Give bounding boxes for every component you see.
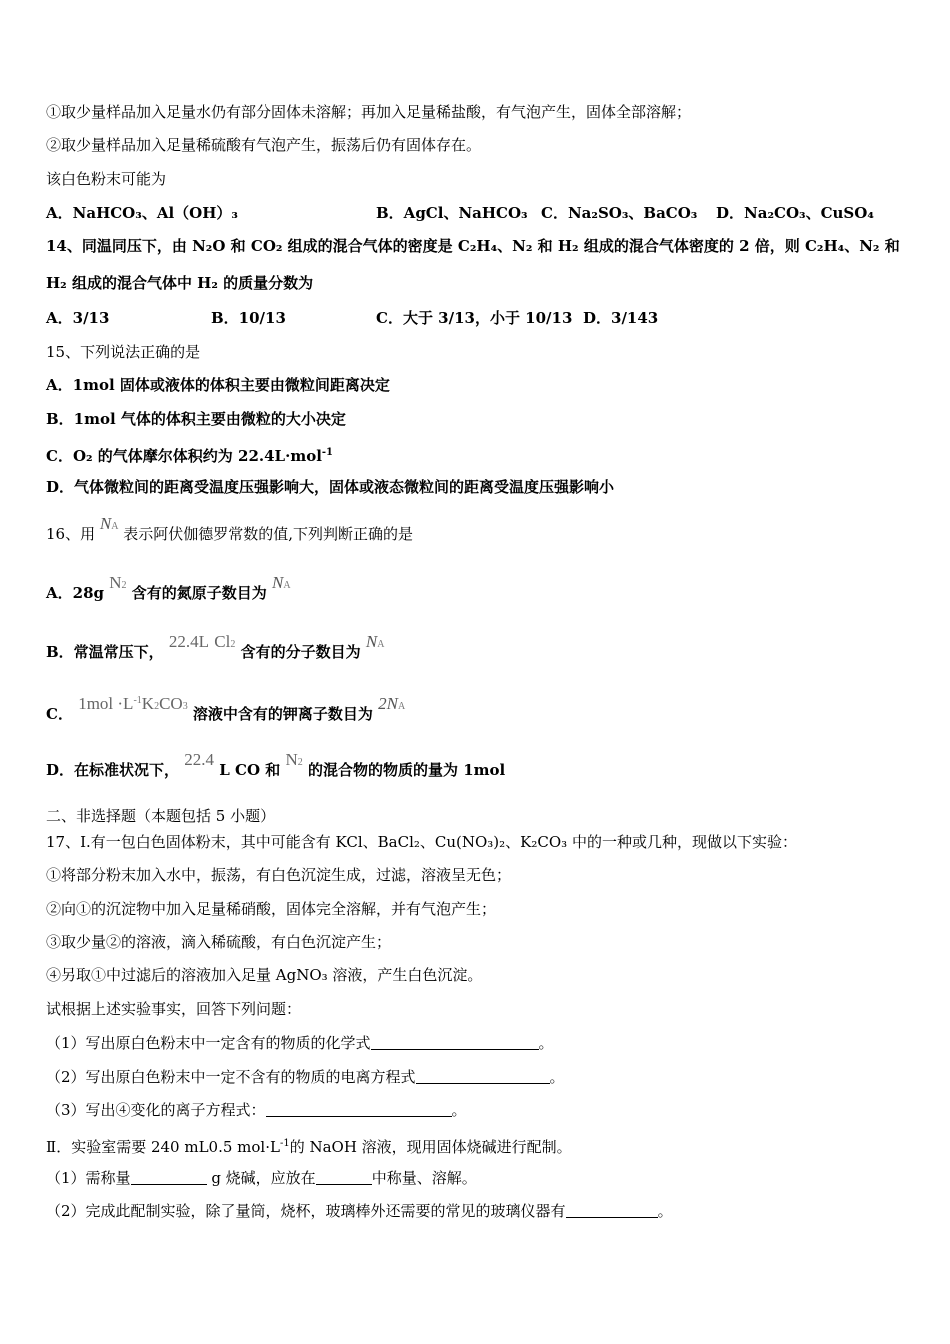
q17-step-1: ①将部分粉末加入水中，振荡，有白色沉淀生成，过滤，溶液呈无色； — [46, 866, 512, 884]
q13-option-a: A．NaHCO₃、Al（OH）₃ — [46, 204, 238, 222]
avogadro-symbol: NA — [365, 632, 385, 651]
n2-formula: N2 — [285, 750, 303, 769]
n2-formula: N2 — [109, 573, 127, 592]
q16-option-c-text: 溶液中含有的钾离子数目为 — [192, 705, 373, 723]
concentration-formula: $1mol \cdot L^{-1}K2CO3$ — [78, 694, 188, 713]
q16-stem — [46, 514, 414, 547]
volume-value: 22.4 — [184, 750, 214, 769]
q17-instruction: 试根据上述实验事实，回答下列问题： — [46, 1000, 302, 1018]
q16-option-d-mid: L CO 和 — [219, 761, 281, 779]
volume-value: 22.4L — [168, 632, 210, 651]
q14-option-b: B．10/13 — [211, 309, 286, 327]
q16-option-b-text: 含有的分子数目为 — [240, 643, 361, 661]
q13-question: 该白色粉末可能为 — [46, 170, 167, 188]
answer-blank[interactable] — [416, 1069, 550, 1084]
q15-option-d: D．气体微粒间的距离受温度压强影响大，固体或液态微粒间的距离受温度压强影响小 — [46, 478, 615, 496]
q17-stem: 17、Ⅰ.有一包白色固体粉末，其中可能含有 KCl、BaCl₂、Cu(NO₃)₂、K₂CO₃ 中的一种或几种，现做以下实验： — [46, 833, 797, 851]
q15-option-c-superscript: -1 — [321, 447, 334, 458]
q14-option-c: C．大于 3/13，小于 10/13 — [376, 309, 573, 327]
q14-option-d: D．3/143 — [583, 309, 659, 327]
q17-part-ii-question-1: （1）需称量 g 烧碱，应放在 中称量、溶解。 — [46, 1169, 477, 1187]
answer-blank[interactable] — [316, 1170, 372, 1185]
avogadro-symbol: NA — [99, 514, 119, 533]
answer-blank[interactable] — [371, 1035, 539, 1050]
q16-stem-prefix: 16、用 — [46, 525, 96, 543]
q16-option-b — [46, 632, 385, 665]
q16-option-a-text: 含有的氮原子数目为 — [131, 584, 267, 602]
q15-stem: 15、下列说法正确的是 — [46, 343, 201, 361]
answer-blank[interactable] — [566, 1203, 658, 1218]
q15-option-b: B．1mol 气体的体积主要由微粒的大小决定 — [46, 410, 346, 428]
q16-stem-suffix: 表示阿伏伽德罗常数的值,下列判断正确的是 — [123, 525, 414, 543]
cl2-formula: Cl2 — [214, 632, 236, 651]
q16-option-c-prefix: C． — [46, 705, 73, 723]
answer-blank[interactable] — [131, 1170, 207, 1185]
q16-option-d-text: 的混合物的物质的量为 1mol — [307, 761, 506, 779]
q15-option-a: A．1mol 固体或液体的体积主要由微粒间距离决定 — [46, 376, 390, 394]
q17-part-ii-question-2: （2）完成此配制实验，除了量筒，烧杯，玻璃棒外还需要的常见的玻璃仪器有 。 — [46, 1202, 673, 1220]
q14-stem-line-1: 14、同温同压下，由 N₂O 和 CO₂ 组成的混合气体的密度是 C₂H₄、N₂ 和 H₂ 组成的混合气体密度的 2 倍，则 C₂H₄、N₂ 和 — [46, 237, 900, 255]
q16-option-a-prefix: A．28g — [46, 584, 105, 602]
q17-question-3: （3）写出④变化的离子方程式： 。 — [46, 1101, 467, 1119]
q14-option-a: A．3/13 — [46, 309, 110, 327]
q13-condition-1: ①取少量样品加入足量水仍有部分固体未溶解；再加入足量稀盐酸，有气泡产生，固体全部溶解； — [46, 103, 692, 121]
q13-option-d: D．Na₂CO₃、CuSO₄ — [716, 204, 874, 222]
q13-option-b: B．AgCl、NaHCO₃ — [376, 204, 528, 222]
q13-condition-2: ②取少量样品加入足量稀硫酸有气泡产生，振荡后仍有固体存在。 — [46, 136, 482, 154]
q15-option-c-text: C．O₂ 的气体摩尔体积约为 22.4L·mol — [46, 447, 322, 465]
q17-step-4: ④另取①中过滤后的溶液加入足量 AgNO₃ 溶液，产生白色沉淀。 — [46, 966, 483, 984]
q17-part-ii-stem: Ⅱ．实验室需要 240 mL0.5 $mol\cdot L^{-1}$的 NaOH 溶液，现用固体烧碱进行配制。 — [46, 1138, 572, 1156]
q16-option-a — [46, 573, 291, 606]
q17-question-1: （1）写出原白色粉末中一定含有的物质的化学式 。 — [46, 1034, 554, 1052]
q13-option-c: C．Na₂SO₃、BaCO₃ — [541, 204, 698, 222]
q17-step-3: ③取少量②的溶液，滴入稀硫酸，有白色沉淀产生； — [46, 933, 392, 951]
q16-option-b-prefix: B．常温常压下， — [46, 643, 164, 661]
q17-question-2: （2）写出原白色粉末中一定不含有的物质的电离方程式 。 — [46, 1068, 565, 1086]
q16-option-c — [46, 694, 406, 727]
q16-option-d — [46, 750, 506, 783]
avogadro-symbol: NA — [272, 573, 291, 592]
q17-step-2: ②向①的沉淀物中加入足量稀硝酸，固体完全溶解，并有气泡产生； — [46, 900, 497, 918]
q14-stem-line-2: H₂ 组成的混合气体中 H₂ 的质量分数为 — [46, 274, 314, 292]
avogadro-symbol: 2NA — [378, 694, 406, 713]
q16-option-d-prefix: D．在标准状况下， — [46, 761, 180, 779]
q15-option-c — [46, 443, 333, 466]
section-heading: 二、非选择题（本题包括 5 小题） — [46, 807, 276, 825]
answer-blank[interactable] — [266, 1102, 452, 1117]
